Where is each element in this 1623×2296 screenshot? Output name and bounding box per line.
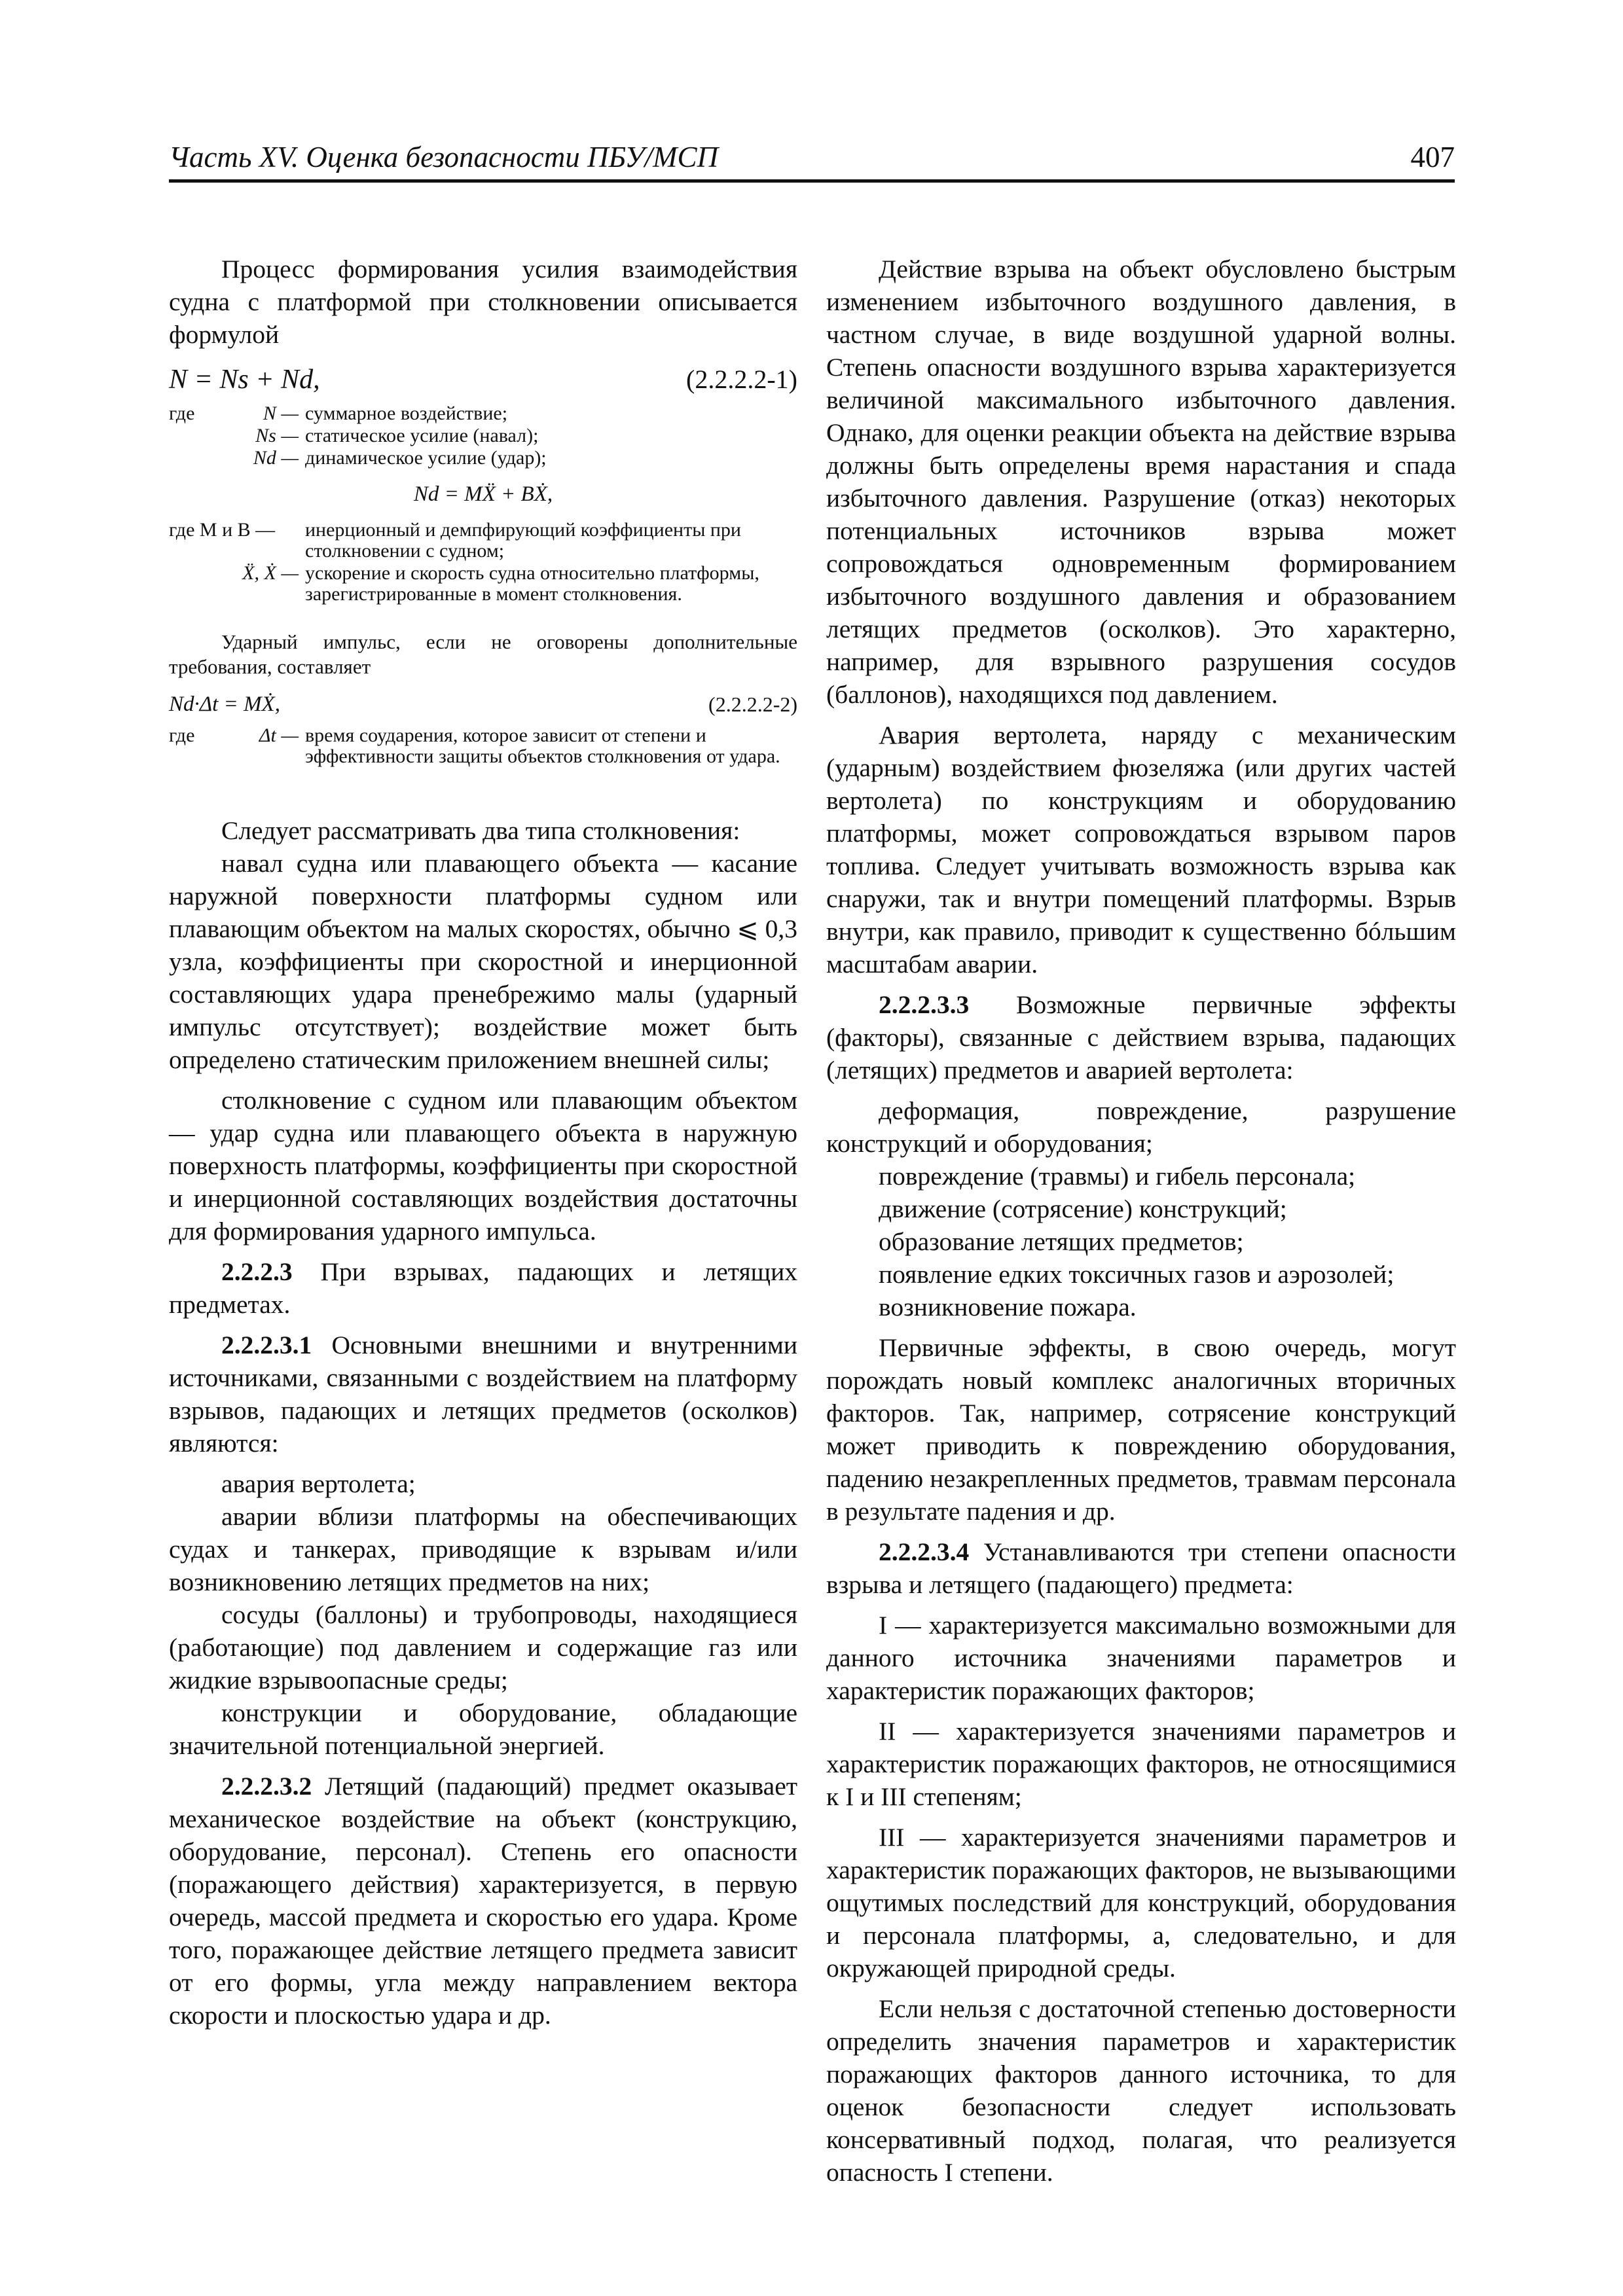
- impulse-paragraph: Ударный импульс, если не оговорены дополнительные требования, составляет: [169, 630, 797, 678]
- section-text: Основными внешними и внутренними источниками, связанными с воздействием на платформу взрывов, падающих и летящих предметов (осколков) являются:: [169, 1331, 797, 1458]
- running-title: Часть XV. Оценка безопасности ПБУ/МСП: [169, 141, 718, 173]
- helicopter-paragraph: Авария вертолета, наряду с механическим (ударным) воздействием фюзеляжа (или других частей вертолета) по конструкциям и оборудованию платформы, может сопровождаться взрывом паров топлива. Следует учитывать возможность взрыва как снаружи, так и внутри помещений платформы. Взрыв внутри, как правило, приводит к существенно бóльшим масштабам аварии.: [826, 721, 1456, 978]
- section-text: Устанавливаются три степени опасности взрыва и летящего (падающего) предмета:: [826, 1537, 1456, 1599]
- formula-number: (2.2.2.2-1): [686, 365, 797, 394]
- section-text: Летящий (падающий) предмет оказывает механическое воздействие на объект (конструкцию, оборудование, персонал). Степень его опасности (поражающего действия) характеризуется, в первую очередь, массой предмета и скоростью его удара. Кроме того, поражающее действие летящего предмета зависит от его формы, угла между направлением вектора скорости и плоскостью удара и др.: [169, 1772, 797, 2030]
- section-number: 2.2.2.3.3: [879, 990, 970, 1019]
- definition-keyword: где: [169, 725, 195, 746]
- effect-item: появление едких токсичных газов и аэрозолей;: [879, 1260, 1395, 1289]
- definition-text: суммарное воздействие;: [305, 403, 508, 424]
- definition-row: [169, 725, 797, 791]
- list-item: конструкции и оборудование, обладающие значительной потенциальной энергией.: [169, 1698, 797, 1760]
- definition-row: [169, 403, 797, 425]
- section-2-2-2-3-2: [169, 1770, 797, 2032]
- secondary-effects-paragraph: Первичные эффекты, в свою очередь, могут порождать новый комплекс аналогичных вторичных факторов. Так, например, сотрясение конструкций может приводить к повреждению оборудования, падению незакрепленных предметов, травмам персонала в результате падения и др.: [826, 1333, 1456, 1526]
- definition-text: инерционный и демпфирующий коэффициенты при столкновении с судном;: [305, 519, 741, 562]
- formula-2-2-2-2-2: [169, 686, 797, 723]
- two-types-paragraph: Следует рассматривать два типа столкновения:: [221, 816, 740, 845]
- section-number: 2.2.2.3.2: [221, 1772, 312, 1801]
- formula-2-2-2-2-1: [169, 359, 797, 401]
- definition-row: [169, 425, 797, 448]
- effect-item: деформация, повреждение, разрушение конструкций и оборудования;: [826, 1096, 1456, 1158]
- page-header: [169, 140, 1455, 183]
- page-number: 407: [1410, 141, 1455, 173]
- definition-keyword: где M и B —: [169, 519, 276, 541]
- section-2-2-2-3-3: [826, 988, 1456, 1086]
- definition-symbol: Ns —: [255, 425, 299, 446]
- effect-item: движение (сотрясение) конструкций;: [879, 1194, 1287, 1223]
- collision-paragraph: столкновение с судном или плавающим объектом — удар судна или плавающего объекта в наружную поверхность платформы, коэффициенты при скоростной и инерционной составляющих воздействия достаточны для формирования ударного импульса.: [169, 1086, 797, 1246]
- definition-keyword: где: [169, 403, 195, 424]
- definition-symbol: Nd —: [253, 447, 299, 469]
- section-number: 2.2.2.3.4: [879, 1537, 970, 1566]
- section-2-2-2-3-1: [169, 1329, 797, 1460]
- definition-text: динамическое усилие (удар);: [305, 447, 547, 469]
- effect-item: образование летящих предметов;: [879, 1227, 1244, 1256]
- list-item: авария вертолета;: [221, 1469, 416, 1498]
- explosion-paragraph: Действие взрыва на объект обусловлено быстрым изменением избыточного воздушного давления, в частном случае, в виде воздушной ударной волны. Степень опасности воздушного взрыва характеризуется величиной максимального избыточного давления. Однако, для оценки реакции объекта на действие взрыва должны быть определены время нарастания и спада избыточного давления. Разрушение (отказ) некоторых потенциальных источников взрыва может сопровождаться одновременным формированием избыточного воздушного давления и образованием летящих предметов (осколков). Это характерно, например, для взрывного разрушения сосудов (баллонов), находящихся под давлением.: [826, 255, 1456, 709]
- definition-text: время соударения, которое зависит от степени и эффективности защиты объектов столкновения от удара.: [305, 725, 780, 767]
- definition-row: [169, 520, 797, 563]
- formula-nd: Nd = MẌ + BẊ,: [413, 482, 553, 506]
- section-text: Возможные первичные эффекты (факторы), связанные с действием взрыва, падающих (летящих) предметов и аварией вертолета:: [826, 990, 1456, 1085]
- degree-item: II — характеризуется значениями параметров и характеристик поражающих факторов, не относящимися к I и III степеням;: [826, 1717, 1456, 1811]
- definition-text: статическое усилие (навал);: [305, 425, 539, 446]
- definition-row: [169, 563, 797, 627]
- definition-text: ускорение и скорость судна относительно платформы, зарегистрированные в момент столкновения.: [305, 562, 759, 605]
- formula-number: (2.2.2.2-2): [708, 692, 797, 716]
- definition-symbol: N —: [263, 403, 299, 424]
- intro-paragraph: Процесс формирования усилия взаимодействия судна с платформой при столкновении описывается формулой: [169, 255, 797, 349]
- list-item: аварии вблизи платформы на обеспечивающих судах и танкерах, приводящие к взрывам и/или возникновению летящих предметов на них;: [169, 1502, 797, 1596]
- right-column: [826, 253, 1456, 2197]
- naval-paragraph: навал судна или плавающего объекта — касание наружной поверхности платформы судном или плавающим объектом на малых скоростях, обычно ⩽ 0,3 узла, коэффициенты при скоростной и инерционной составляющих удара пренебрежимо малы (ударный импульс отсутствует); воздействие может быть определено статическим приложением внешней силы;: [169, 849, 797, 1074]
- conservative-approach-paragraph: Если нельзя с достаточной степенью достоверности определить значения параметров и характеристик поражающих факторов данного источника, то для оценок безопасности следует использовать консервативный подход, полагая, что реализуется опасность I степени.: [826, 1994, 1456, 2187]
- effect-item: повреждение (травмы) и гибель персонала;: [879, 1162, 1356, 1191]
- definition-symbol: Ẍ, Ẋ —: [242, 562, 299, 584]
- degree-item: III — характеризуется значениями параметров и характеристик поражающих факторов, не вызывающими ощутимых последствий для конструкций, оборудования и персонала платформы, а, следовательно, и для окружающей природной среды.: [826, 1823, 1457, 1982]
- section-2-2-2-3: [169, 1255, 797, 1321]
- section-number: 2.2.2.3: [221, 1257, 293, 1286]
- section-number: 2.2.2.3.1: [221, 1331, 312, 1359]
- list-item: сосуды (баллоны) и трубопроводы, находящиеся (работающие) под давлением и содержащие газ или жидкие взрывоопасные среды;: [169, 1600, 797, 1695]
- section-text: При взрывах, падающих и летящих предметах.: [169, 1257, 797, 1319]
- formula-expression: Nd·Δt = MẊ,: [169, 692, 280, 716]
- formula-expression: N = Ns + Nd,: [169, 365, 320, 395]
- section-2-2-2-3-4: [826, 1535, 1456, 1601]
- effect-item: возникновение пожара.: [879, 1293, 1137, 1321]
- degree-item: I — характеризуется максимально возможными для данного источника значениями параметров и характеристик поражающих факторов;: [826, 1611, 1456, 1705]
- left-column: [169, 253, 797, 2039]
- definition-row: [169, 448, 797, 470]
- definition-symbol: Δt —: [259, 725, 299, 746]
